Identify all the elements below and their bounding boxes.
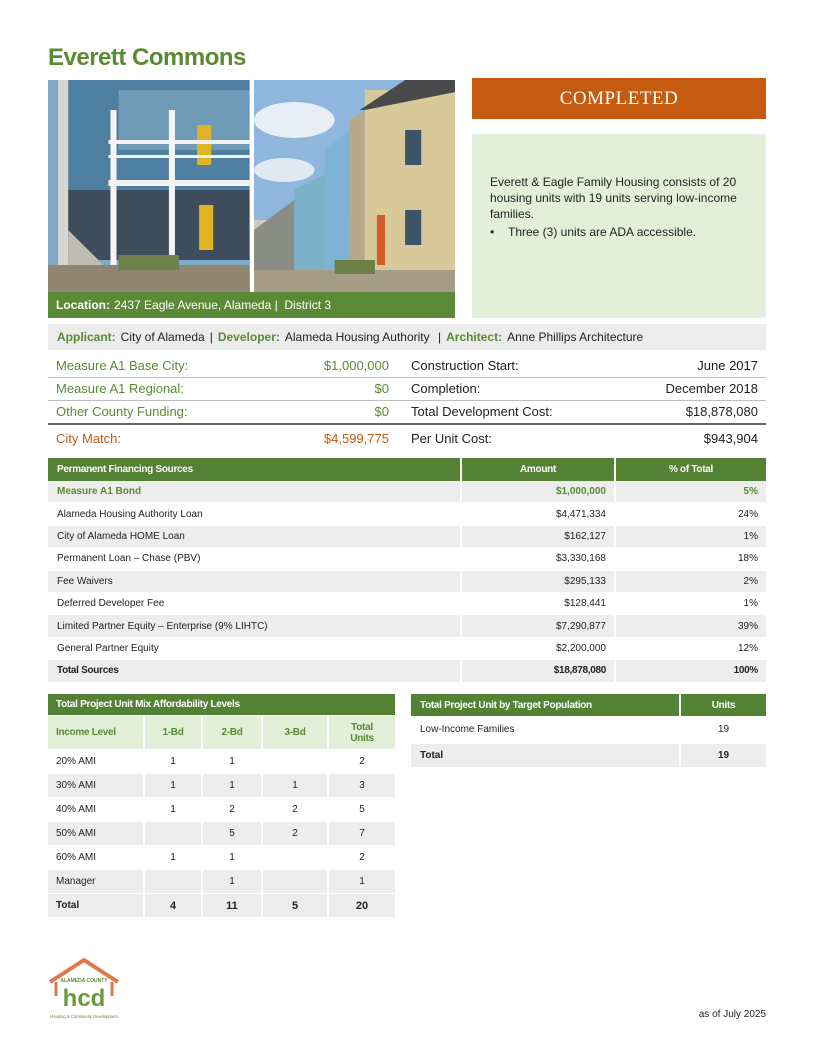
city-match-label: City Match: <box>56 431 122 446</box>
architect-value: Anne Phillips Architecture <box>507 330 644 344</box>
table-row <box>48 870 395 894</box>
unit-total: 2 <box>327 750 395 774</box>
status-badge: COMPLETED <box>472 78 766 119</box>
table-row <box>411 716 766 744</box>
column-header: % of Total <box>614 458 766 481</box>
unit-count: 4 <box>143 894 201 918</box>
column-header: 1-Bd <box>143 716 201 750</box>
source-amount: $295,133 <box>460 571 614 593</box>
source-amount: $4,471,334 <box>460 503 614 525</box>
city-match-value: $4,599,775 <box>323 431 389 446</box>
unit-count: 1 <box>143 798 201 822</box>
project-description <box>472 134 766 318</box>
source-percent: 5% <box>614 481 766 503</box>
funding-label: Measure A1 Regional: <box>56 381 184 397</box>
table-row <box>48 571 766 593</box>
unit-count: 5 <box>261 894 327 918</box>
location-address: 2437 Eagle Avenue, Alameda <box>114 298 272 312</box>
unit-total: 2 <box>327 846 395 870</box>
porch-building-illustration <box>48 80 250 292</box>
schedule-label: Construction Start: <box>411 357 519 373</box>
source-percent: 2% <box>614 571 766 593</box>
page-title: Everett Commons <box>48 44 246 71</box>
schedule-value: December 2018 <box>665 381 758 397</box>
unit-count: 11 <box>201 894 261 918</box>
population-units: 19 <box>679 716 766 744</box>
hcd-logo <box>46 956 122 1022</box>
income-level: 30% AMI <box>48 774 143 798</box>
unit-count <box>261 846 327 870</box>
table-row <box>48 615 766 637</box>
column-header: 2-Bd <box>201 716 261 750</box>
street-building-illustration <box>254 80 456 292</box>
source-amount: $3,330,168 <box>460 548 614 570</box>
location-district: District 3 <box>284 298 332 312</box>
source-amount: $162,127 <box>460 526 614 548</box>
unit-count: 2 <box>261 822 327 846</box>
table-header-row <box>48 716 395 750</box>
schedule-value: June 2017 <box>697 357 758 373</box>
team-separator: | <box>434 330 442 344</box>
column-header: Income Level <box>48 716 143 750</box>
funding-label: Measure A1 Base City: <box>56 357 189 373</box>
funding-row <box>48 401 766 425</box>
unit-count: 1 <box>201 846 261 870</box>
table-row <box>48 503 766 525</box>
funding-value: $1,000,000 <box>323 357 389 373</box>
income-level: Manager <box>48 870 143 894</box>
description-bullets <box>490 224 750 240</box>
developer-label: Developer: <box>217 330 280 344</box>
unit-count: 1 <box>201 774 261 798</box>
source-percent: 12% <box>614 638 766 660</box>
source-name: Fee Waivers <box>48 571 460 593</box>
table-row <box>48 774 395 798</box>
table-row <box>48 526 766 548</box>
income-level: 40% AMI <box>48 798 143 822</box>
unit-count: 1 <box>261 774 327 798</box>
source-percent: 1% <box>614 526 766 548</box>
architect-label: Architect: <box>446 330 503 344</box>
table-row <box>48 822 395 846</box>
source-percent: 100% <box>614 660 766 682</box>
unit-total: 5 <box>327 798 395 822</box>
table-total-row <box>48 660 766 682</box>
applicant-label: Applicant: <box>57 330 116 344</box>
permanent-financing-table <box>48 458 766 683</box>
table-total-row <box>48 894 395 918</box>
source-name: Alameda Housing Authority Loan <box>48 503 460 525</box>
column-header: Amount <box>460 458 614 481</box>
source-percent: 18% <box>614 548 766 570</box>
unit-count <box>143 870 201 894</box>
source-amount: $128,441 <box>460 593 614 615</box>
table-row <box>48 750 395 774</box>
logo-county-text: ALAMEDA COUNTY <box>60 978 108 984</box>
column-header: Total Project Unit by Target Population <box>411 694 679 716</box>
photo-street <box>254 80 456 292</box>
target-population-table <box>411 694 766 768</box>
source-percent: 39% <box>614 615 766 637</box>
applicant-value: City of Alameda <box>120 330 205 344</box>
schedule-label: Per Unit Cost: <box>411 431 492 446</box>
source-amount: $2,200,000 <box>460 638 614 660</box>
logo-tagline-text: Housing & Community Development <box>50 1014 118 1019</box>
schedule-label: Total Development Cost: <box>411 404 553 420</box>
funding-row <box>48 427 766 451</box>
location-label: Location: <box>56 298 110 312</box>
unit-count: 1 <box>143 774 201 798</box>
unit-count: 2 <box>201 798 261 822</box>
source-name: Total Sources <box>48 660 460 682</box>
table-row <box>48 798 395 822</box>
funding-value: $0 <box>374 404 389 420</box>
column-header: 3-Bd <box>261 716 327 750</box>
schedule-label: Completion: <box>411 381 481 397</box>
unit-count <box>143 822 201 846</box>
income-level: 20% AMI <box>48 750 143 774</box>
photo-porch <box>48 80 250 292</box>
population-name: Low-Income Families <box>411 716 679 744</box>
table-row <box>48 846 395 870</box>
table-caption-row <box>48 694 395 716</box>
location-bar <box>48 292 455 318</box>
unit-count: 5 <box>201 822 261 846</box>
table-row <box>48 593 766 615</box>
funding-row <box>48 378 766 402</box>
population-name: Total <box>411 744 679 768</box>
table-row <box>48 548 766 570</box>
unit-mix-table <box>48 694 395 918</box>
funding-value: $0 <box>374 381 389 397</box>
source-percent: 24% <box>614 503 766 525</box>
unit-count <box>261 870 327 894</box>
table-total-row <box>411 744 766 768</box>
column-header: Total Units <box>327 716 395 750</box>
source-name: General Partner Equity <box>48 638 460 660</box>
source-name: Limited Partner Equity – Enterprise (9% LIHTC) <box>48 615 460 637</box>
source-name: Measure A1 Bond <box>48 481 460 503</box>
unit-total: 1 <box>327 870 395 894</box>
location-separator: | <box>271 298 285 312</box>
population-units: 19 <box>679 744 766 768</box>
table-header-row <box>411 694 766 716</box>
house-logo-icon <box>46 956 122 1022</box>
income-level: 50% AMI <box>48 822 143 846</box>
schedule-value: $943,904 <box>703 431 758 446</box>
unit-count: 1 <box>143 750 201 774</box>
unit-total: 7 <box>327 822 395 846</box>
column-header: Permanent Financing Sources <box>48 458 460 481</box>
source-amount: $7,290,877 <box>460 615 614 637</box>
description-bullet: • Three (3) units are ADA accessible. <box>490 224 750 240</box>
table-row <box>48 481 766 503</box>
funding-label: Other County Funding: <box>56 404 188 420</box>
source-percent: 1% <box>614 593 766 615</box>
source-name: Deferred Developer Fee <box>48 593 460 615</box>
unit-mix-caption: Total Project Unit Mix Affordability Levels <box>48 694 395 716</box>
description-text: Everett & Eagle Family Housing consists of 20 housing units with 19 units serving low-income families. <box>490 175 737 221</box>
table-row <box>48 638 766 660</box>
unit-count: 1 <box>201 750 261 774</box>
unit-total: 20 <box>327 894 395 918</box>
project-photos <box>48 80 455 292</box>
funding-summary <box>48 354 766 451</box>
income-level: 60% AMI <box>48 846 143 870</box>
developer-value: Alameda Housing Authority <box>284 330 430 344</box>
as-of-date: as of July 2025 <box>698 1009 766 1020</box>
unit-total: 3 <box>327 774 395 798</box>
source-amount: $18,878,080 <box>460 660 614 682</box>
table-header-row <box>48 458 766 481</box>
project-team-bar <box>48 324 766 350</box>
column-header: Units <box>679 694 766 716</box>
income-level: Total <box>48 894 143 918</box>
unit-count: 2 <box>261 798 327 822</box>
unit-count: 1 <box>143 846 201 870</box>
logo-name-text: hcd <box>62 985 106 1012</box>
unit-count <box>261 750 327 774</box>
schedule-value: $18,878,080 <box>685 404 758 420</box>
source-amount: $1,000,000 <box>460 481 614 503</box>
source-name: Permanent Loan – Chase (PBV) <box>48 548 460 570</box>
team-separator: | <box>209 330 213 344</box>
unit-count: 1 <box>201 870 261 894</box>
source-name: City of Alameda HOME Loan <box>48 526 460 548</box>
funding-row <box>48 354 766 378</box>
